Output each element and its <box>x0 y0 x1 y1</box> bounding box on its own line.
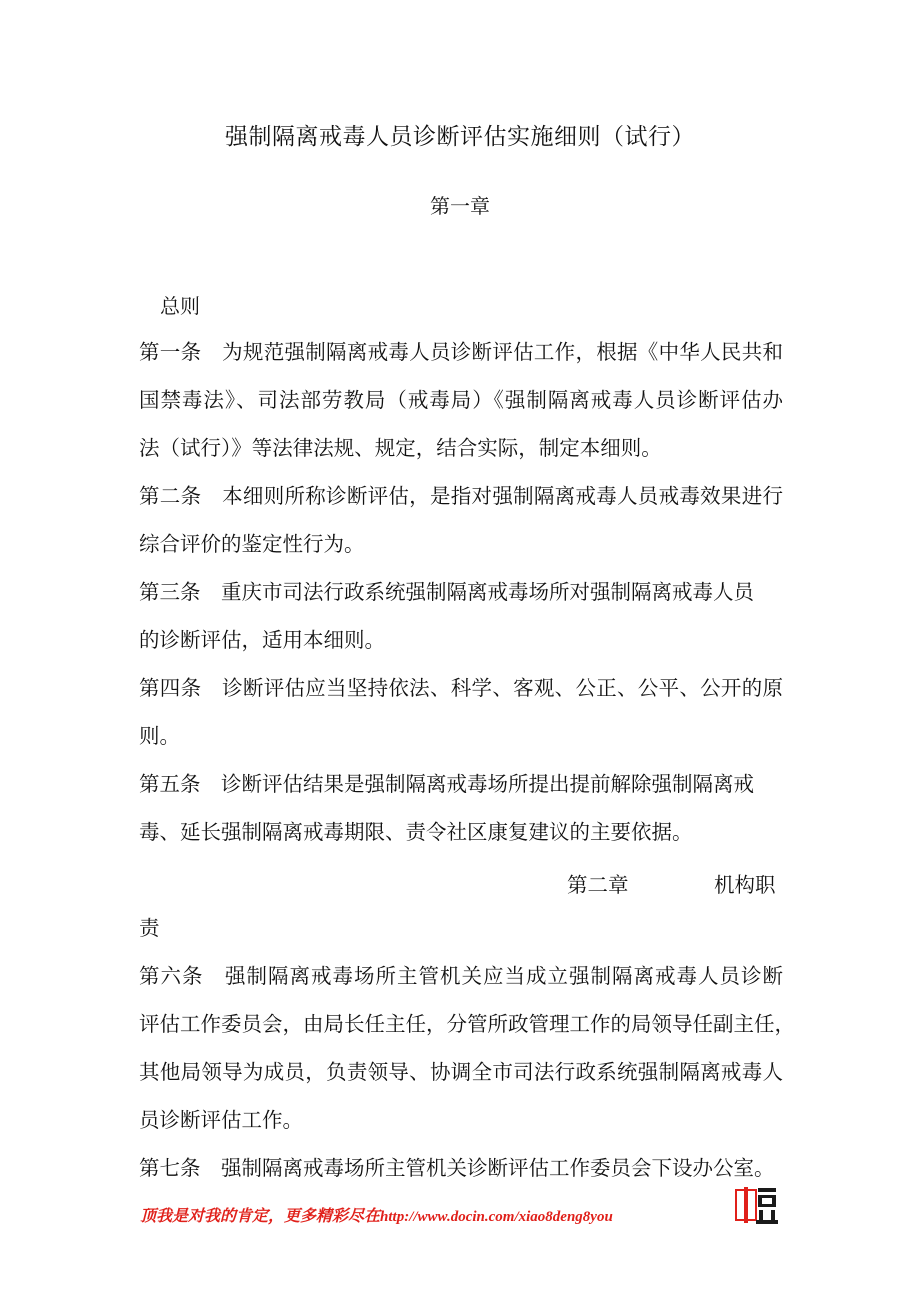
footer-promo <box>140 1203 613 1226</box>
paragraph-line: 第五条 诊断评估结果是强制隔离戒毒场所提出提前解除强制隔离戒 <box>139 772 754 796</box>
footer-link[interactable]: http://www.docin.com/xiao8deng8you <box>380 1209 613 1225</box>
paragraph-line: 第二条 本细则所称诊断评估，是指对强制隔离戒毒人员戒毒效果进行 <box>139 484 783 508</box>
chapter-two-heading: 第二章 <box>567 873 629 897</box>
paragraph-line: 国禁毒法》、司法部劳教局（戒毒局）《强制隔离戒毒人员诊断评估办 <box>139 388 783 412</box>
paragraph-line: 的诊断评估，适用本细则。 <box>139 628 385 652</box>
paragraph-line: 法（试行）》等法律法规、规定，结合实际，制定本细则。 <box>139 436 662 460</box>
paragraph-line: 则。 <box>139 724 180 748</box>
paragraph-line: 评估工作委员会，由局长任主任，分管所政管理工作的局领导任副主任， <box>139 1012 795 1036</box>
chapter-one-heading: 第一章 <box>430 194 490 218</box>
paragraph-line: 综合评价的鉴定性行为。 <box>139 532 365 556</box>
footer-promo-text: 顶我是对我的肯定，更多精彩尽在 <box>140 1206 381 1225</box>
paragraph-line: 其他局领导为成员，负责领导、协调全市司法行政系统强制隔离戒毒人 <box>139 1060 783 1084</box>
paragraph-line: 员诊断评估工作。 <box>139 1108 303 1132</box>
docin-logo-icon <box>734 1186 778 1226</box>
document-title: 强制隔离戒毒人员诊断评估实施细则（试行） <box>225 124 695 150</box>
paragraph-line: 第四条 诊断评估应当坚持依法、科学、客观、公正、公平、公开的原 <box>139 676 783 700</box>
paragraph-line: 第三条 重庆市司法行政系统强制隔离戒毒场所对强制隔离戒毒人员 <box>139 580 754 604</box>
paragraph-line: 第七条 强制隔离戒毒场所主管机关诊断评估工作委员会下设办公室。 <box>139 1156 775 1180</box>
paragraph-line: 毒、延长强制隔离戒毒期限、责令社区康复建议的主要依据。 <box>139 820 693 844</box>
paragraph-line: 第一条 为规范强制隔离戒毒人员诊断评估工作，根据《中华人民共和 <box>139 340 783 364</box>
chapter-two-title: 机构职 <box>714 873 776 897</box>
paragraph-line: 第六条 强制隔离戒毒场所主管机关应当成立强制隔离戒毒人员诊断 <box>139 964 783 988</box>
section-general-heading: 总则 <box>160 294 200 318</box>
chapter-two-title-cont: 责 <box>139 916 160 940</box>
